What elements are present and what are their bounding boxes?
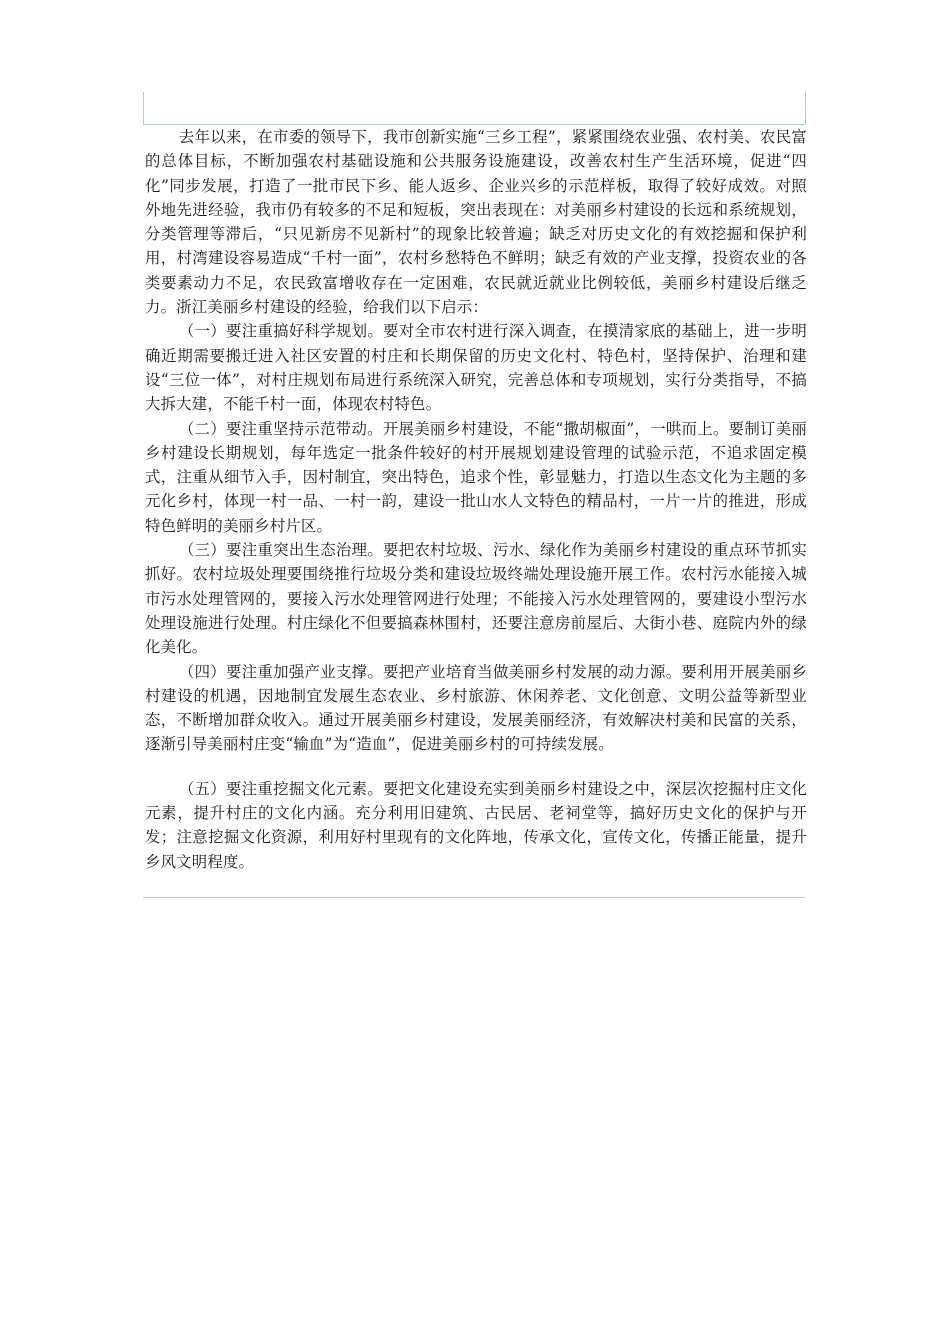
top-left-corner-mark <box>143 92 145 124</box>
point-1-paragraph: （一）要注重搞好科学规划。要对全市农村进行深入调查，在摸清家底的基础上，进一步明确近期需要搬迁进入社区安置的村庄和长期保留的历史文化村、特色村，坚持保护、治理和建设“三位一体”，对村庄规划布局进行系统深入研究，完善总体和专项规划，实行分类指导，不搞大拆大建，不能千村一面，体现农村特色。 <box>145 322 807 414</box>
document-body <box>145 125 807 874</box>
top-right-corner-mark <box>805 92 807 124</box>
point-3-paragraph: （三）要注重突出生态治理。要把农村垃圾、污水、绿化作为美丽乡村建设的重点环节抓实抓好。农村垃圾处理要围绕推行垃圾分类和建设垃圾终端处理设施开展工作。农村污水能接入城市污水处理管网的，要接入污水处理管网进行处理；不能接入污水处理管网的，要建设小型污水处理设施进行处理。村庄绿化不但要搞森林围村，还要注意房前屋后、大街小巷、庭院内外的绿化美化。 <box>145 541 807 657</box>
bottom-rule <box>143 897 805 898</box>
intro-paragraph: 去年以来，在市委的领导下，我市创新实施“三乡工程”，紧紧围绕农业强、农村美、农民富的总体目标，不断加强农村基础设施和公共服务设施建设，改善农村生产生活环境，促进“四化”同步发展，打造了一批市民下乡、能人返乡、企业兴乡的示范样板，取得了较好成效。对照外地先进经验，我市仍有较多的不足和短板，突出表现在：对美丽乡村建设的长远和系统规划，分类管理等滞后，“只见新房不见新村”的现象比较普遍；缺乏对历史文化的有效挖掘和保护利用，村湾建设容易造成“千村一面”，农村乡愁特色不鲜明；缺乏有效的产业支撑，投资农业的各类要素动力不足，农民致富增收存在一定困难，农民就近就业比例较低，美丽乡村建设后继乏力。浙江美丽乡村建设的经验，给我们以下启示： <box>145 128 807 317</box>
point-4-paragraph: （四）要注重加强产业支撑。要把产业培育当做美丽乡村发展的动力源。要利用开展美丽乡村建设的机遇，因地制宜发展生态农业、乡村旅游、休闲养老、文化创意、文明公益等新型业态，不断增加群众收入。通过开展美丽乡村建设，发展美丽经济，有效解决村美和民富的关系，逐渐引导美丽村庄变“输血”为“造血”，促进美丽乡村的可持续发展。 <box>145 662 807 754</box>
point-5-paragraph: （五）要注重挖掘文化元素。要把文化建设充实到美丽乡村建设之中，深层次挖掘村庄文化元素，提升村庄的文化内涵。充分利用旧建筑、古民居、老祠堂等，搞好历史文化的保护与开发；注意挖掘文化资源，利用好村里现有的文化阵地，传承文化，宣传文化，传播正能量，提升乡风文明程度。 <box>145 779 807 871</box>
point-2-paragraph: （二）要注重坚持示范带动。开展美丽乡村建设，不能“撒胡椒面”，一哄而上。要制订美丽乡村建设长期规划，每年选定一批条件较好的村开展规划建设管理的试验示范，不追求固定模式，注重从细节入手，因村制宜，突出特色，追求个性，彰显魅力，打造以生态文化为主题的多元化乡村，体现一村一品、一村一韵，建设一批山水人文特色的精品村，一片一片的推进，形成特色鲜明的美丽乡村片区。 <box>145 419 807 535</box>
